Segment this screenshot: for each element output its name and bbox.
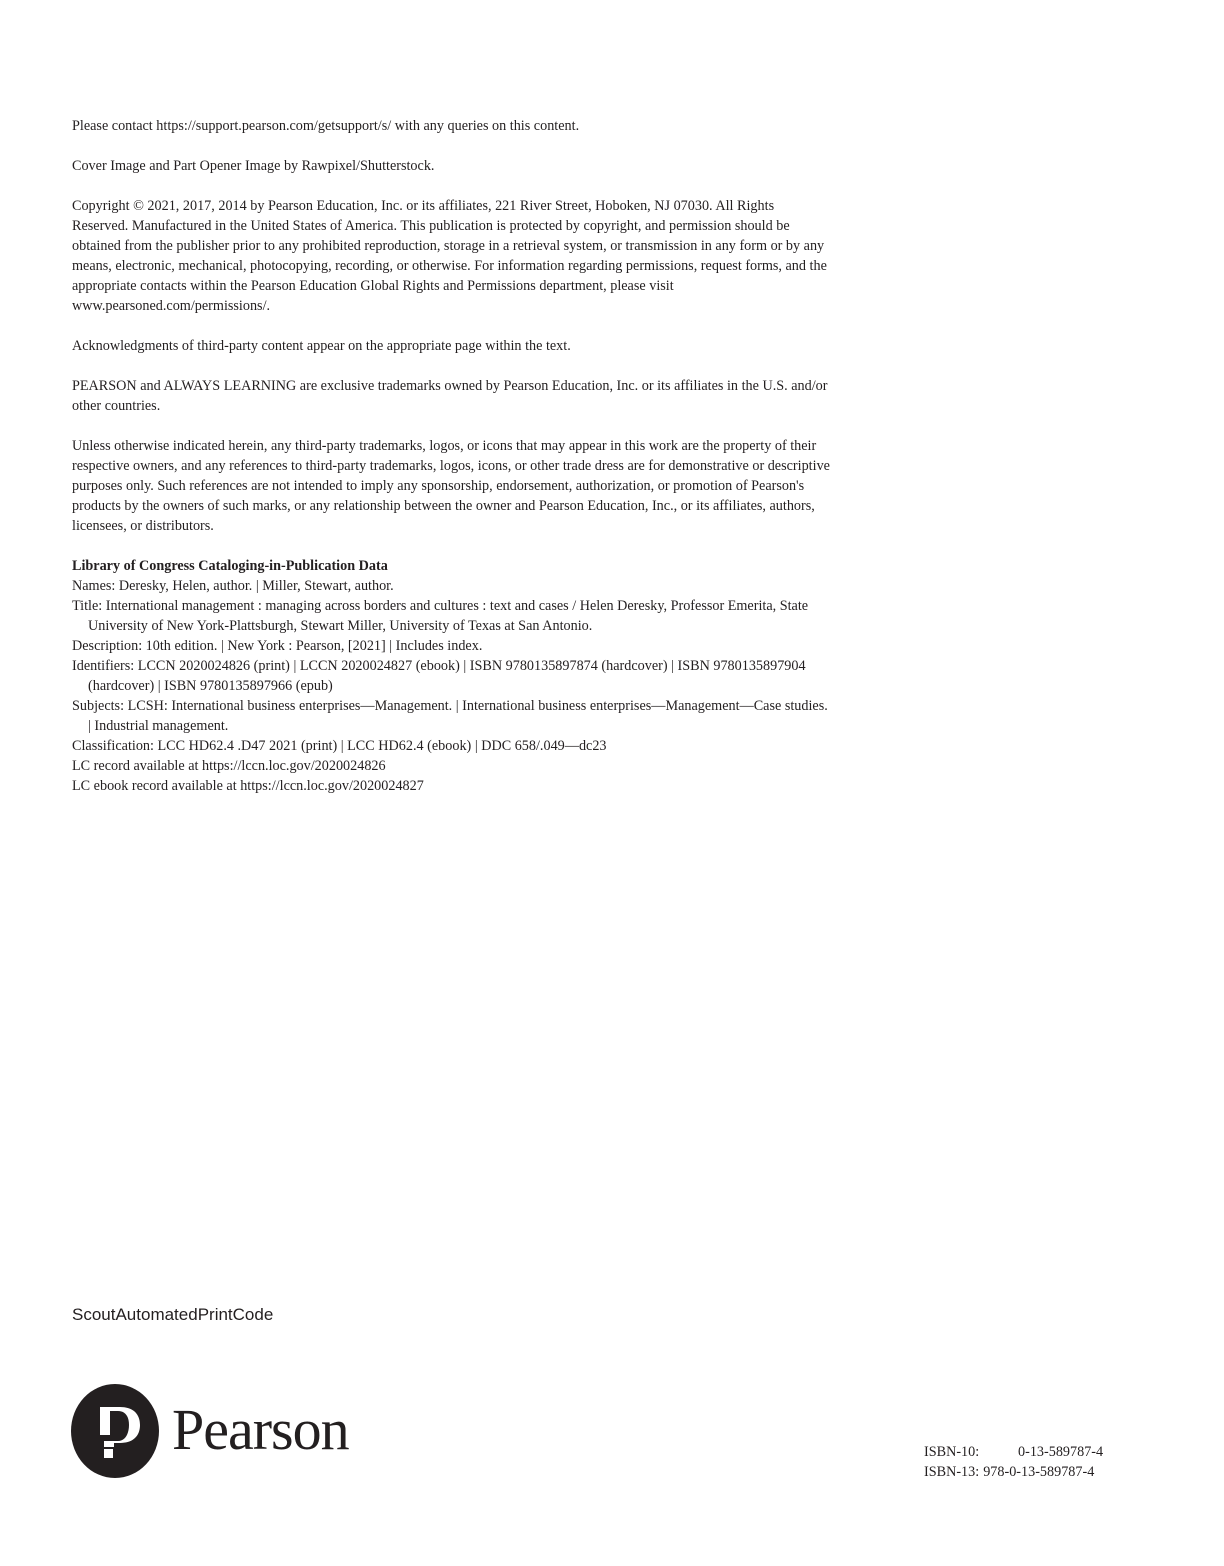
cip-names-line: Names: Deresky, Helen, author. | Miller, Stewart, author.: [72, 578, 394, 594]
cip-identifiers-line: Identifiers: LCCN 2020024826 (print) | LCCN 2020024827 (ebook) | ISBN 9780135897874 (hardcover) | ISBN 9780135897904 (hardcover) | ISBN 9780135897966 (epub): [72, 658, 806, 694]
cip-lc-record-line: LC record available at https://lccn.loc.gov/2020024826: [72, 758, 386, 774]
cip-title-line: Title: International management : managing across borders and cultures : text and cases / Helen Deresky, Professor Emerita, State University of New York-Plattsburgh, Stewart Miller, University of Texas at San Antonio.: [72, 598, 809, 634]
copyright-paragraph: Copyright © 2021, 2017, 2014 by Pearson Education, Inc. or its affiliates, 221 River Street, Hoboken, NJ 07030. All Rights Reserved. Manufactured in the United States of America. This publication is protected by copyright, and permission should be obtained from the publisher prior to any prohibited reproduction, storage in a retrieval system, or transmission in any form or by any means, electronic, mechanical, photocopying, recording, or otherwise. For information regarding permissions, request forms, and the appropriate contacts within the Pearson Education Global Rights and Permissions department, please visit www.pearsoned.com/permissions/.: [72, 198, 827, 314]
trademark-paragraph: PEARSON and ALWAYS LEARNING are exclusive trademarks owned by Pearson Education, Inc. or its affiliates in the U.S. and/or other countries.: [72, 378, 828, 414]
cip-classification-line: Classification: LCC HD62.4 .D47 2021 (print) | LCC HD62.4 (ebook) | DDC 658/.049—dc23: [72, 738, 607, 754]
isbn10-value: 0-13-589787-4: [1018, 1444, 1104, 1460]
cip-heading: Library of Congress Cataloging-in-Publication Data: [72, 558, 388, 574]
cip-data-block: [72, 556, 832, 796]
copyright-text-block: [72, 116, 832, 796]
isbn13-label: ISBN-13:: [924, 1464, 980, 1480]
acknowledgments-paragraph: Acknowledgments of third-party content appear on the appropriate page within the text.: [72, 338, 571, 354]
pearson-wordmark: Pearson: [172, 1396, 349, 1462]
pearson-logo: [70, 1383, 349, 1479]
print-code: ScoutAutomatedPrintCode: [72, 1305, 274, 1324]
support-contact-paragraph: Please contact https://support.pearson.com/getsupport/s/ with any queries on this content.: [72, 118, 580, 134]
pearson-p-logo-icon: [70, 1383, 160, 1479]
isbn13-value: 978-0-13-589787-4: [983, 1464, 1095, 1480]
cover-credit-paragraph: Cover Image and Part Opener Image by Rawpixel/Shutterstock.: [72, 158, 435, 174]
cip-subjects-line: Subjects: LCSH: International business enterprises—Management. | International business enterprises—Management—Case studies. | Industrial management.: [72, 698, 828, 734]
isbn10-label: ISBN-10:: [924, 1444, 980, 1460]
cip-description-line: Description: 10th edition. | New York : Pearson, [2021] | Includes index.: [72, 638, 483, 654]
cip-lc-ebook-record-line: LC ebook record available at https://lccn.loc.gov/2020024827: [72, 778, 424, 794]
third-party-trademark-paragraph: Unless otherwise indicated herein, any third-party trademarks, logos, or icons that may appear in this work are the property of their respective owners, and any references to third-party trademarks, logos, icons, or other trade dress are for demonstrative or descriptive purposes only. Such references are not intended to imply any sponsorship, endorsement, authorization, or promotion of Pearson's products by the owners of such marks, or any relationship between the owner and Pearson Education, Inc., or its affiliates, authors, licensees, or distributors.: [72, 438, 830, 534]
isbn10-row: [924, 1442, 1103, 1462]
isbn-block: [924, 1442, 1103, 1482]
isbn13-row: [924, 1462, 1103, 1482]
